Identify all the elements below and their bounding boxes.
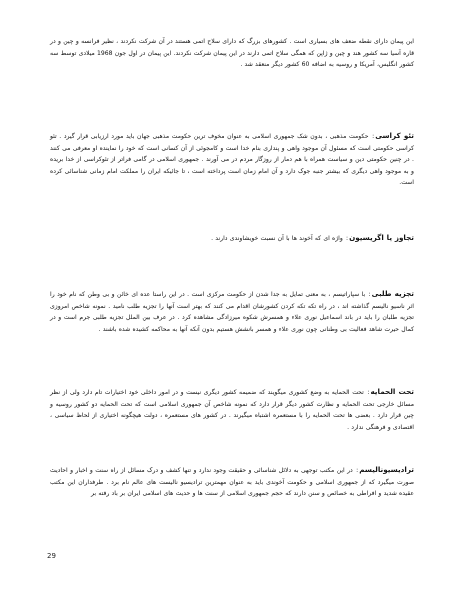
paragraph-theocracy: تئو کراسی: حکومت مذهبی ، بدون شک جمهوری اسلامی به عنوان مخوف ترین حکومت مذهبی جهان باید مورد ارزیابی قرار گیرد . تئو کراسی حکومتی است که مسئول آن موجود واهی و پنداری بنام خدا است و کامجوئی از آن کسانی است که خود را نماینده او معرفی می کنند . در چنین حکومتی دین و سیاست همراه با هم دمار از روزگار مردم در می آورند . جمهوری اسلامی در گامی فراتر از تئوکراسی از خدا بریده و به موجود واهی دیگری که بیشتر جنبه جوک دارد و آن امام زمان است پرداخته است ، تا جائیکه ایران را مملکت امام زمانی شناسائی کرده است.: [50, 131, 414, 187]
paragraph-text: در این مکتب توجهی به دلائل شناسائی و حقیقت وجود ندارد و تنها کشف و درک مسائل از راه سنت و اخبار و احادیث صورت میگیرد که از جمهوری اسلامی و حکومت آخوندی باید به عنوان مهمترین ترادیسیو نالیست های عالم نام برد . طرفداران این مکتب عقیده شدید و افراطی به خصائص و سنن دارند که حجم جمهوری اسلامی از سنت ها و حدیث های اسلامی ایران بر باد رفته بر: [50, 467, 414, 498]
paragraph-text: واژه ای که آخوند ها با آن نسبت خویشاوندی دارند .: [211, 235, 343, 243]
page-number: 29: [47, 552, 56, 560]
paragraph-npt: [50, 36, 414, 71]
paragraph-text: با سپاراتیسم ، به معنی تمایل به جدا شدن از حکومت مرکزی است . در این راستا عده ای خائن و بی وطن که نام خود را اثر ناسیو نالیسم گذاشته اند ، در راه تکه تکه کردن کشورشان اقدام می کنند که بهتر است آنها را تجزیه طلب نامید . نمونه شاخص امروزی تجزیه طلبان را باید در باند اسماعیل نوری علاء و همسرش شکوه میرزادگی مشاهده کرد . در عرف بین الملل تجزیه طلبی جرم است و در کمال حیرت شاهد فعالیت بی وطنانی چون نوری علاء و همسر بانشش هستیم بدون آنکه آنها به محاکمه کشیده شده باشند .: [50, 291, 414, 333]
paragraph-separatism: تجزیه طلبی: با سپاراتیسم ، به معنی تمایل به جدا شدن از حکومت مرکزی است . در این راستا عده ای خائن و بی وطن که نام خود را اثر ناسیو نالیسم گذاشته اند ، در راه تکه تکه کردن کشورشان اقدام می کنند که بهتر است آنها را تجزیه طلب نامید . نمونه شاخص امروزی تجزیه طلبان را باید در باند اسماعیل نوری علاء و همسرش شکوه میرزادگی مشاهده کرد . در عرف بین الملل تجزیه طلبی جرم است و در کمال حیرت شاهد فعالیت بی وطنانی چون نوری علاء و همسر بانشش هستیم بدون آنکه آنها به محاکمه کشیده شده باشند .: [50, 289, 414, 333]
term-heading: تجاوز یا اگریسیون: [349, 233, 414, 243]
paragraph-traditionalism: ترادیسیونالیسم: در این مکتب توجهی به دلائل شناسائی و حقیقت وجود ندارد و تنها کشف و درک مسائل از راه سنت و اخبار و احادیث صورت میگیرد که از جمهوری اسلامی و حکومت آخوندی باید به عنوان مهمترین ترادیسیو نالیست های عالم نام برد . طرفداران این مکتب عقیده شدید و افراطی به خصائص و سنن دارند که حجم جمهوری اسلامی از سنت ها و حدیث های اسلامی ایران بر باد رفته بر: [50, 465, 414, 498]
paragraph-text: حکومت مذهبی ، بدون شک جمهوری اسلامی به عنوان مخوف ترین حکومت مذهبی جهان باید مورد ارزیابی قرار گیرد . تئو کراسی حکومتی است که مسئول آن موجود واهی و پنداری بنام خدا است و کامجوئی از آن کسانی است که خود را نماینده او معرفی می کنند . در چنین حکومتی دین و سیاست همراه با هم دمار از روزگار مردم در می آورند . جمهوری اسلامی در گامی فراتر از تئوکراسی از خدا بریده و به موجود واهی دیگری که بیشتر جنبه جوک دارد و آن امام زمان است پرداخته است ، تا جائیکه ایران را مملکت امام زمانی شناسائی کرده است.: [50, 133, 414, 187]
paragraph-text: این پیمان دارای نقطه ضعف های بسیاری است . کشورهای بزرگ که دارای سلاح اتمی هستند در آن شرکت نکردند ، نظیر فرانسه و چین و در قاره آسیا سه کشور هند و چین و ژاپن که همگی سلاح اتمی دارند در این پیمان شرکت نکردند. این پیمان در اول جون 1968 میلادی توسط سه کشور انگلیس، آمریکا و روسیه به اضافه 60 کشور دیگر منعقد شد .: [50, 38, 414, 69]
term-heading: ترادیسیونالیسم: [359, 465, 414, 475]
term-heading: تجزیه طلبی: [371, 289, 414, 299]
paragraph-protectorate: تحت الحمایه: تحت الحمایه به وضع کشوری میگویند که ضمیمه کشور دیگری نیست و در امور داخلی خود اختیارات تام دارد ولی از نظر مسائل خارجی تحت الحمایه و نظارت کشور دیگر قرار دارد که نمونه شاخص آن جمهوری اسلامی است که تحت الحمایه دو کشور روسیه و چین قرار دارد . بعضی ها تحت الحمایه را با مستعمره اشتباه میگیرند . در کشور های مستعمره ، دولت هیچگونه اختیاری از لحاظ سیاسی ، اقتصادی و فرهنگی ندارد .: [50, 387, 414, 431]
paragraph-aggression: تجاوز یا اگریسیون: واژه ای که آخوند ها با آن نسبت خویشاوندی دارند .: [211, 233, 414, 243]
term-heading: تحت الحمایه: [370, 387, 414, 397]
paragraph-text: تحت الحمایه به وضع کشوری میگویند که ضمیمه کشور دیگری نیست و در امور داخلی خود اختیارات تام دارد ولی از نظر مسائل خارجی تحت الحمایه و نظارت کشور دیگر قرار دارد که نمونه شاخص آن جمهوری اسلامی است که تحت الحمایه دو کشور روسیه و چین قرار دارد . بعضی ها تحت الحمایه را با مستعمره اشتباه میگیرند . در کشور های مستعمره ، دولت هیچگونه اختیاری از لحاظ سیاسی ، اقتصادی و فرهنگی ندارد .: [50, 389, 414, 431]
term-heading: تئو کراسی: [375, 131, 414, 141]
